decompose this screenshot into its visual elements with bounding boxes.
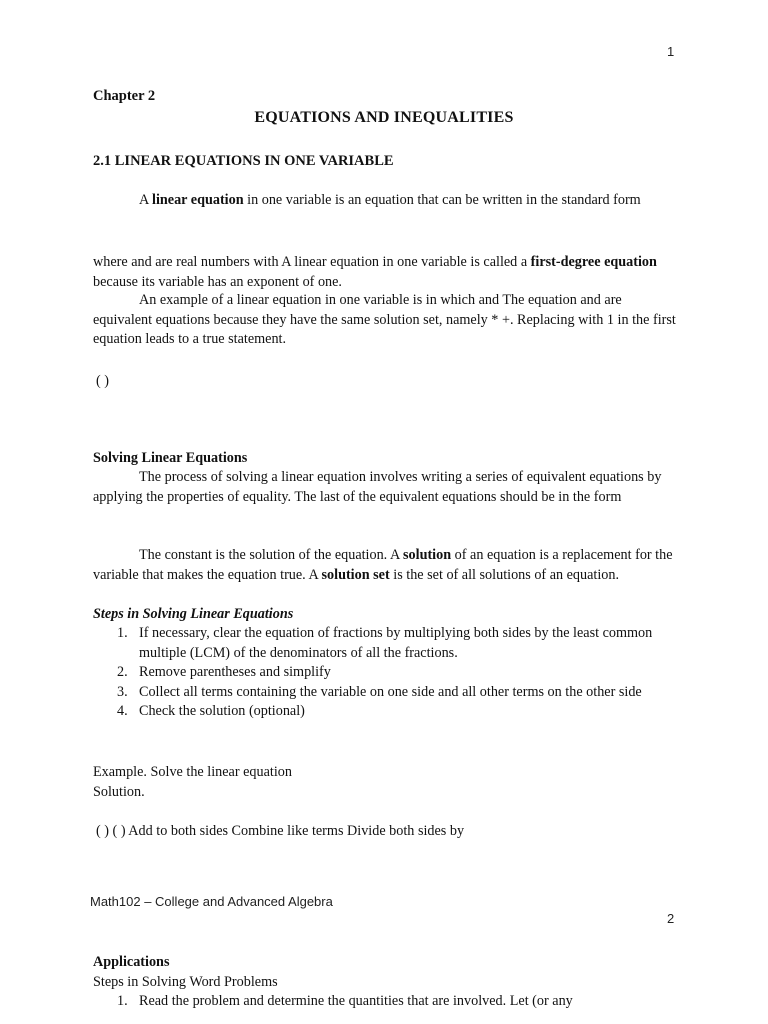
chapter-label: Chapter 2 <box>93 88 156 104</box>
page-number-2: 2 <box>667 911 675 926</box>
chapter-title: EQUATIONS AND INEQUALITIES <box>254 109 514 126</box>
example-line: Example. Solve the linear equation <box>93 764 292 780</box>
steps-heading: Steps in Solving Linear Equations <box>93 606 294 622</box>
term-solution-set: solution set <box>321 566 390 583</box>
term-first-degree-equation: first-degree equation <box>530 254 657 270</box>
term-linear-equation: linear equation <box>152 192 244 208</box>
list-item: 2. Remove parentheses and simplify <box>117 664 331 681</box>
first-degree-paragraph: where and are real numbers with A linear equation in one variable is called a first-degree equation because its variable has an exponent of one. <box>93 254 657 290</box>
work-line: ( ) ( ) Add to both sides Combine like terms Divide both sides by <box>96 823 465 839</box>
page-number: 1 <box>667 44 675 59</box>
example-paragraph: An example of a linear equation in one variable is in which and The equation and are equivalent equations because they have the same solution set, namely * +. Replacing with 1 in the first equation leads to a true statement. <box>93 292 676 348</box>
word-problems-heading: Steps in Solving Word Problems <box>93 974 278 990</box>
equation-placeholder: ( ) <box>96 373 109 389</box>
section-heading: 2.1 LINEAR EQUATIONS IN ONE VARIABLE <box>93 153 394 169</box>
applications-heading: Applications <box>93 954 170 970</box>
list-item: 1. Read the problem and determine the quantities that are involved. Let (or any <box>117 993 573 1009</box>
word-problem-steps <box>93 992 683 1012</box>
solution-label: Solution. <box>93 784 145 800</box>
list-item: 1. If necessary, clear the equation of fractions by multiplying both sides by the least common multiple (LCM) of the denominators of all the fractions. <box>117 625 653 661</box>
solution-paragraph: The constant is the solution of the equation. A solution of an equation is a replacement for the variable that makes the equation true. A solution set is the set of all solutions of an equation. <box>93 547 673 583</box>
definition-paragraph: A linear equation in one variable is an equation that can be written in the standard form <box>139 192 641 208</box>
list-item: 4. Check the solution (optional) <box>117 703 305 720</box>
list-item: 3. Collect all terms containing the variable on one side and all other terms on the other side <box>117 683 642 700</box>
term-solution: solution <box>403 547 452 563</box>
steps-list <box>93 624 683 722</box>
page-footer: Math102 – College and Advanced Algebra <box>90 894 333 909</box>
solving-heading: Solving Linear Equations <box>93 450 248 466</box>
solving-paragraph: The process of solving a linear equation involves writing a series of equivalent equations by applying the properties of equality. The last of the equivalent equations should be in the form <box>93 469 662 505</box>
